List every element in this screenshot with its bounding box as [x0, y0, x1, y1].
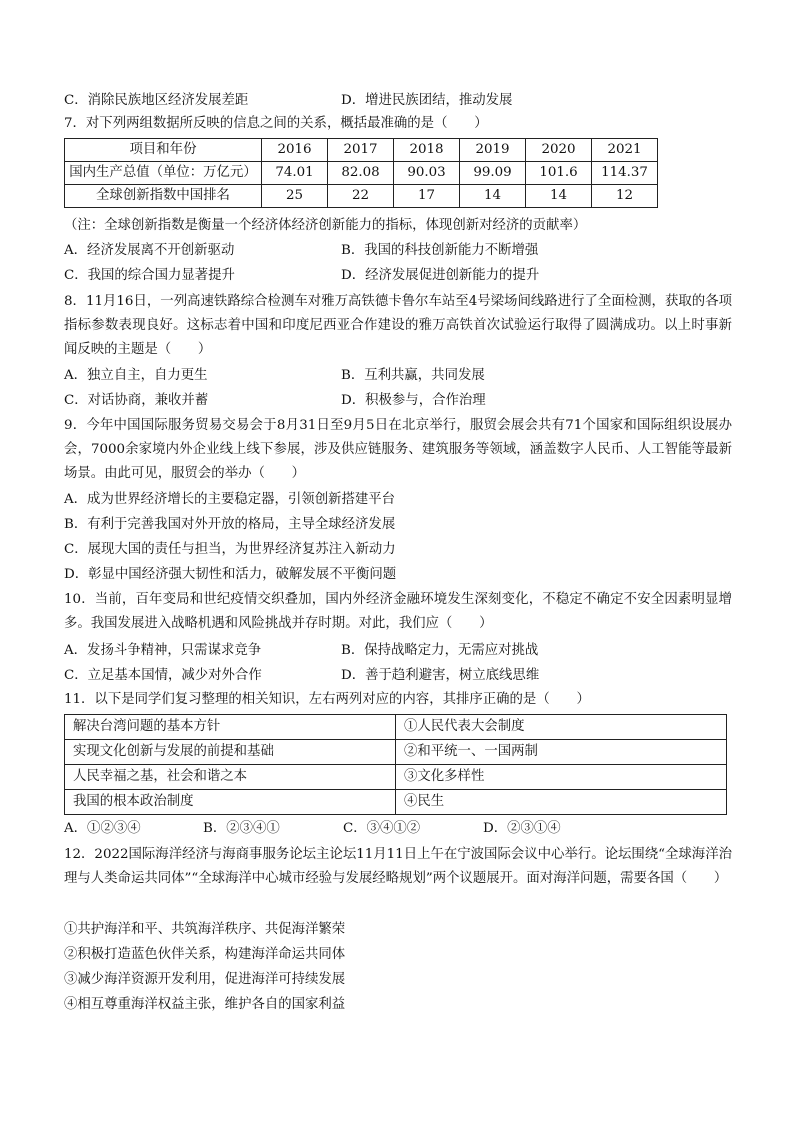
- q7-stem: 7．对下列两组数据所反映的信息之间的关系，概括最准确的是（ ）: [64, 116, 488, 131]
- q12-item-1: ①共护海洋和平、共筑海洋秩序、共促海洋繁荣: [64, 922, 346, 937]
- q11-match-table: [64, 714, 727, 815]
- q12-item-2: ②积极打造蓝色伙伴关系，构建海洋命运共同体: [64, 947, 346, 962]
- q9-option-c: C．展现大国的责任与担当，为世界经济复苏注入新动力: [64, 542, 396, 557]
- q7-note: （注：全球创新指数是衡量一个经济体经济创新能力的指标，体现创新对经济的贡献率）: [64, 218, 587, 233]
- q9-option-d: D．彰显中国经济强大韧性和活力，破解发展不平衡问题: [64, 567, 397, 582]
- table-cell: 14: [460, 185, 526, 208]
- table-cell: 101.6: [526, 162, 592, 185]
- table-cell: 人民幸福之基，社会和谐之本: [65, 765, 396, 790]
- table-cell: 2016: [262, 139, 328, 162]
- table-row: [65, 162, 658, 185]
- q10-option-b: B．保持战略定力，无需应对挑战: [341, 643, 539, 658]
- table-cell: 25: [262, 185, 328, 208]
- table-cell: 22: [328, 185, 394, 208]
- table-cell: 项目和年份: [65, 139, 262, 162]
- table-cell: 17: [394, 185, 460, 208]
- q9-option-b: B．有利于完善我国对外开放的格局，主导全球经济发展: [64, 517, 396, 532]
- q7-option-b: B．我国的科技创新能力不断增强: [341, 243, 539, 258]
- table-cell: 实现文化创新与发展的前提和基础: [65, 740, 396, 765]
- table-cell: 2020: [526, 139, 592, 162]
- q11-option-b: B．②③④①: [203, 821, 280, 836]
- table-row: [65, 740, 727, 765]
- q11-stem: 11．以下是同学们复习整理的相关知识，左右两列对应的内容，其排序正确的是（ ）: [64, 692, 590, 707]
- table-cell: 90.03: [394, 162, 460, 185]
- q10-option-a: A．发扬斗争精神，只需谋求竞争: [64, 643, 262, 658]
- table-cell: 12: [592, 185, 658, 208]
- q8-option-b: B．互利共赢，共同发展: [341, 368, 485, 383]
- table-cell: 114.37: [592, 162, 658, 185]
- table-cell: 2021: [592, 139, 658, 162]
- q7-option-a: A．经济发展离不开创新驱动: [64, 243, 235, 258]
- table-cell: 99.09: [460, 162, 526, 185]
- table-cell: 14: [526, 185, 592, 208]
- q8-option-d: D．积极参与，合作治理: [341, 393, 486, 408]
- q7-data-table: [64, 138, 658, 208]
- q7-option-d: D．经济发展促进创新能力的提升: [341, 268, 540, 283]
- table-row: [65, 715, 727, 740]
- table-cell: 82.08: [328, 162, 394, 185]
- q10-stem: 10．当前，百年变局和世纪疫情交织叠加，国内外经济金融环境发生深刻变化，不稳定不确定不安全因素明显增多。我国发展进入战略机遇和风险挑战并存时期。对此，我们应（ ）: [64, 592, 732, 631]
- table-cell: 我国的根本政治制度: [65, 790, 396, 815]
- table-row: [65, 139, 658, 162]
- table-cell: ①人民代表大会制度: [396, 715, 727, 740]
- q6-option-c: C．消除民族地区经济发展差距: [64, 93, 249, 108]
- table-cell: 国内生产总值（单位：万亿元）: [65, 162, 262, 185]
- q8-option-a: A．独立自主，自力更生: [64, 368, 208, 383]
- q12-stem: 12．2022国际海洋经济与海商事服务论坛主论坛11月11日上午在宁波国际会议中心举行。论坛围绕“全球海洋治理与人类命运共同体”“全球海洋中心城市经验与发展经略规划”两个议题展开。面对海洋问题，需要各国（ ）: [64, 847, 732, 886]
- q9-option-a: A．成为世界经济增长的主要稳定器，引领创新搭建平台: [64, 492, 396, 507]
- q7-option-c: C．我国的综合国力显著提升: [64, 268, 235, 283]
- table-cell: ④民生: [396, 790, 727, 815]
- table-cell: 2018: [394, 139, 460, 162]
- table-row: [65, 765, 727, 790]
- table-cell: 2019: [460, 139, 526, 162]
- q8-stem: 8．11月16日，一列高速铁路综合检测车对雅万高铁德卡鲁尔车站至4号梁场间线路进行了全面检测，获取的各项指标参数表现良好。这标志着中国和印度尼西亚合作建设的雅万高铁首次试验运行取得了圆满成功。以上时事新闻反映的主题是（ ）: [64, 294, 732, 357]
- q10-option-d: D．善于趋利避害，树立底线思维: [341, 668, 540, 683]
- table-row: [65, 185, 658, 208]
- table-cell: 74.01: [262, 162, 328, 185]
- table-cell: ②和平统一、一国两制: [396, 740, 727, 765]
- table-cell: ③文化多样性: [396, 765, 727, 790]
- table-cell: 全球创新指数中国排名: [65, 185, 262, 208]
- q9-stem: 9．今年中国国际服务贸易交易会于8月31日至9月5日在北京举行，服贸会展会共有71个国家和国际组织设展办会，7000余家境内外企业线上线下参展，涉及供应链服务、建筑服务等领域，涵盖数字人民币、人工智能等最新场景。由此可见，服贸会的举办（ ）: [64, 418, 732, 481]
- q12-item-3: ③减少海洋资源开发利用，促进海洋可持续发展: [64, 972, 346, 987]
- q11-option-c: C．③④①②: [343, 821, 421, 836]
- table-cell: 解决台湾问题的基本方针: [65, 715, 396, 740]
- table-cell: 2017: [328, 139, 394, 162]
- table-row: [65, 790, 727, 815]
- q10-option-c: C．立足基本国情，减少对外合作: [64, 668, 262, 683]
- q11-option-a: A．①②③④: [64, 821, 141, 836]
- q8-option-c: C．对话协商，兼收并蓄: [64, 393, 209, 408]
- q11-option-d: D．②③①④: [483, 821, 561, 836]
- q12-item-4: ④相互尊重海洋权益主张，维护各自的国家利益: [64, 997, 346, 1012]
- q6-option-d: D．增进民族团结，推动发展: [341, 93, 513, 108]
